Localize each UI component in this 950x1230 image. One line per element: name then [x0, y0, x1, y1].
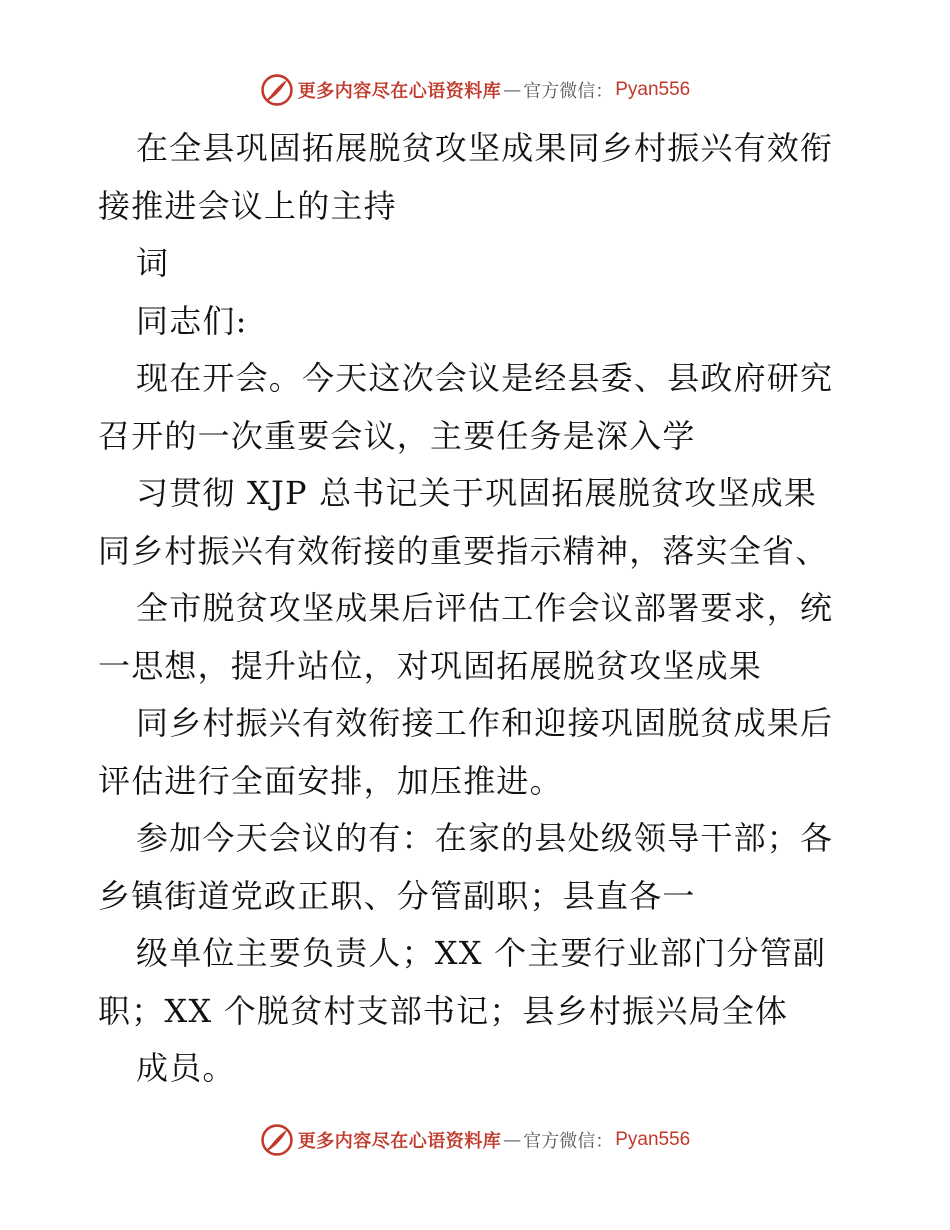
document-line: 在全县巩固拓展脱贫攻坚成果同乡村振兴有效衔 — [136, 129, 834, 167]
document-line: 一思想，提升站位，对巩固拓展脱贫攻坚成果 — [98, 646, 763, 685]
document-line: 习贯彻 XJP 总书记关于巩固拓展脱贫攻坚成果 — [136, 474, 818, 512]
watermark-handle: Pyan556 — [615, 1129, 691, 1150]
document-line: 同乡村振兴有效衔接工作和迎接巩固脱贫成果后 — [136, 704, 834, 742]
footer-watermark — [0, 1120, 950, 1160]
watermark-dash: — — [503, 1129, 522, 1151]
document-line: 现在开会。今天这次会议是经县委、县政府研究 — [136, 359, 834, 397]
document-line: 召开的一次重要会议，主要任务是深入学 — [98, 416, 696, 455]
document-line: 参加今天会议的有：在家的县处级领导干部；各 — [136, 819, 834, 857]
document-body — [98, 120, 868, 1098]
document-line: 级单位主要负责人；XX 个主要行业部门分管副 — [136, 934, 827, 972]
watermark-official-label: 官方微信： — [523, 81, 614, 102]
header-watermark — [0, 70, 950, 110]
document-line: 词 — [136, 244, 170, 282]
document-line: 全市脱贫攻坚成果后评估工作会议部署要求，统 — [136, 589, 834, 627]
document-line: 职；XX 个脱贫村支部书记；县乡村振兴局全体 — [98, 991, 789, 1030]
document-line: 乡镇街道党政正职、分管副职；县直各一 — [98, 876, 696, 915]
watermark-dash: — — [503, 79, 522, 101]
document-line: 接推进会议上的主持 — [98, 186, 397, 225]
document-line: 成员。 — [136, 1049, 236, 1087]
quill-pen-logo-icon — [260, 1123, 294, 1157]
document-line: 评估进行全面安排，加压推进。 — [98, 761, 563, 800]
watermark-brand-text: 更多内容尽在心语资料库 — [297, 1131, 502, 1152]
document-line: 同乡村振兴有效衔接的重要指示精神，落实全省、 — [98, 531, 829, 570]
quill-pen-logo-icon — [260, 73, 294, 107]
document-line: 同志们: — [136, 301, 248, 340]
watermark-official-label: 官方微信： — [523, 1131, 614, 1152]
watermark-brand-text: 更多内容尽在心语资料库 — [297, 81, 502, 102]
watermark-handle: Pyan556 — [615, 79, 691, 100]
